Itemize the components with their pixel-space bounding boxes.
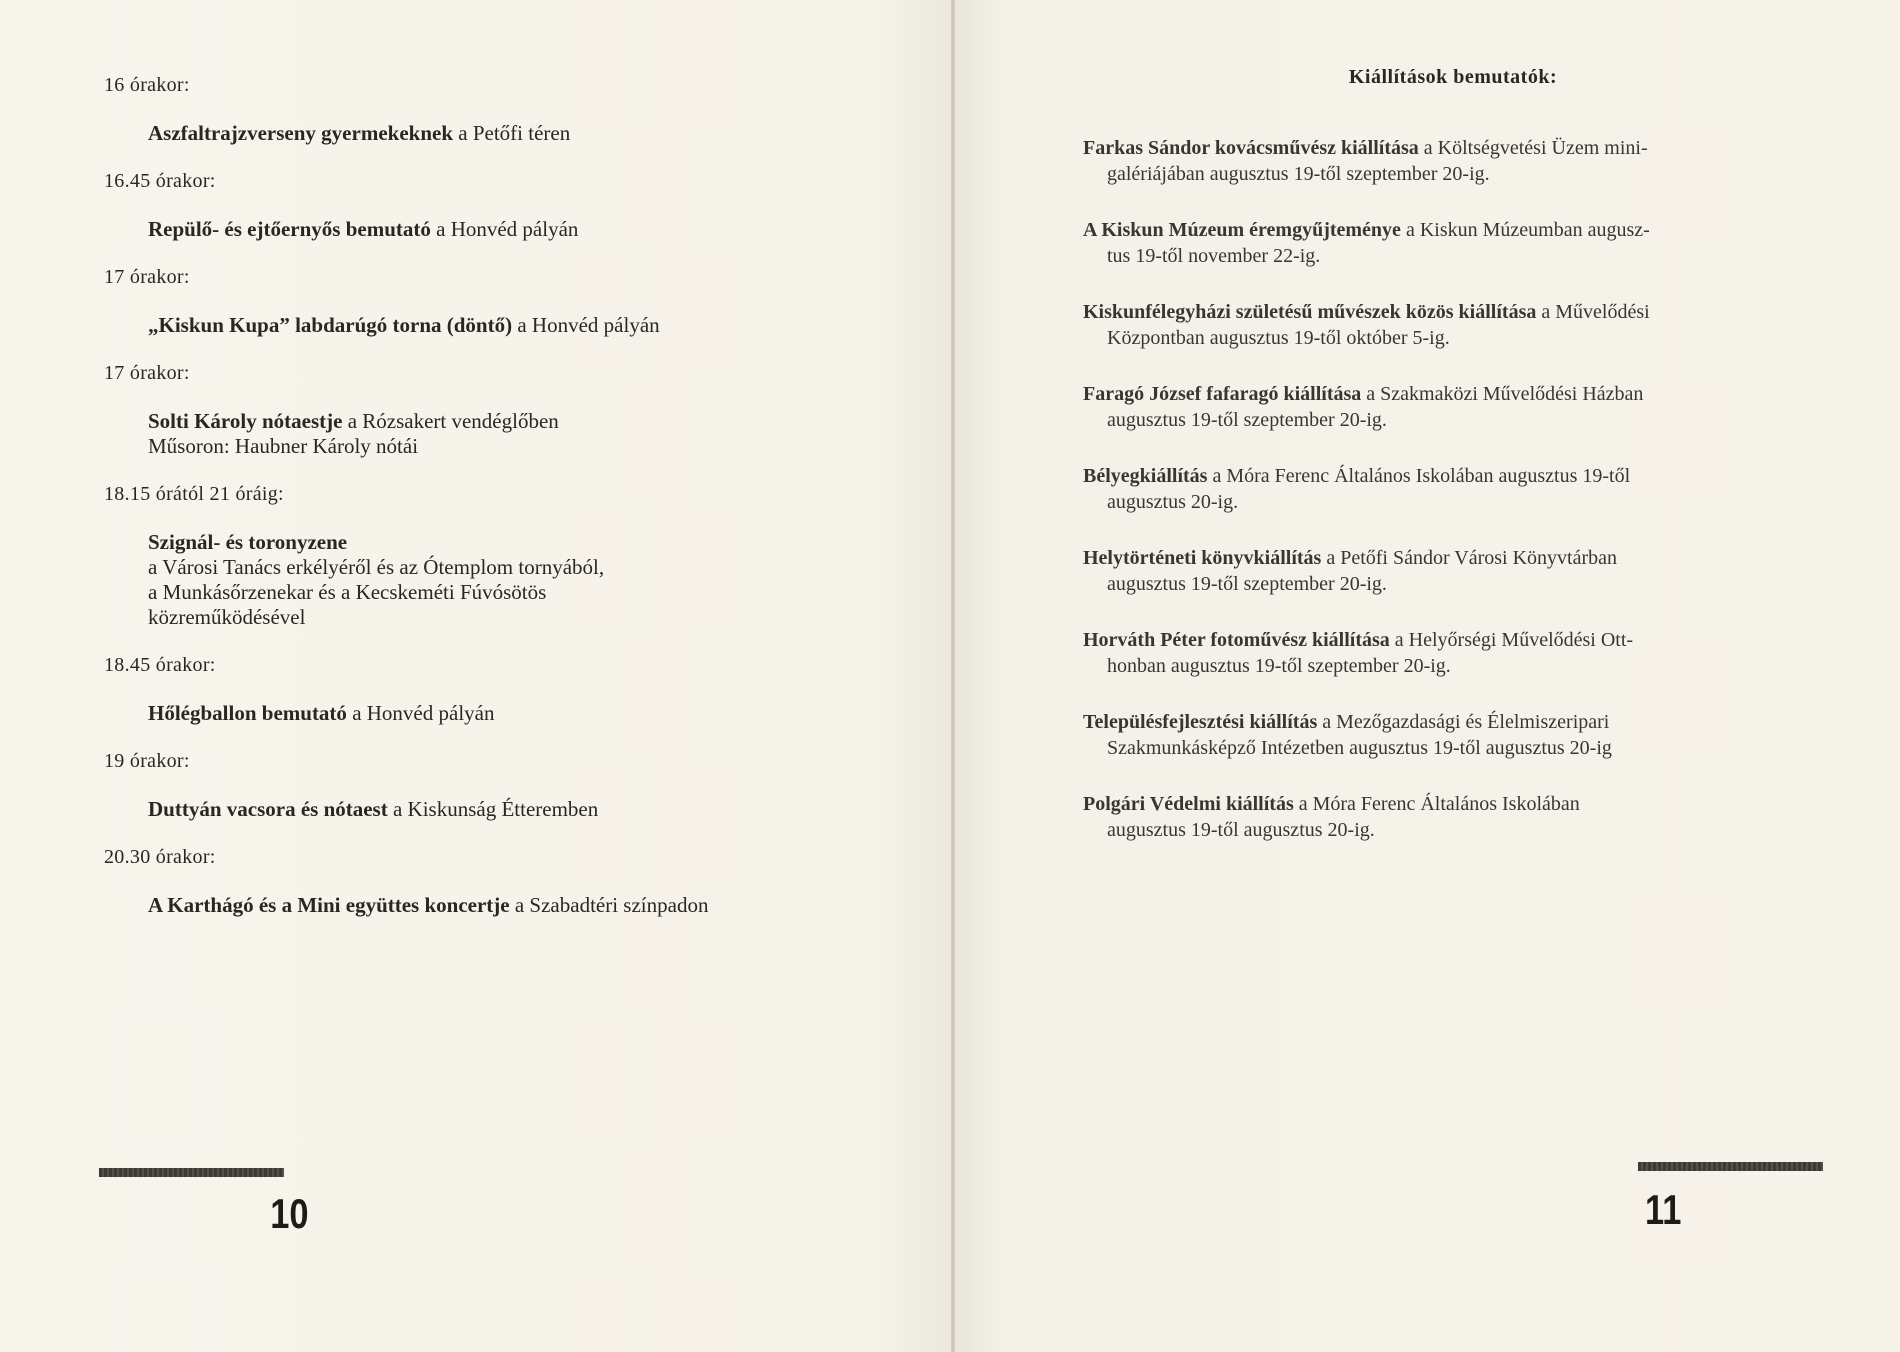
slot-event [148,121,864,146]
exhibition-name: Bélyegkiállítás [1083,465,1208,487]
exhibition-name: Településfejlesztési kiállítás [1083,711,1318,733]
schedule-slot [104,266,864,338]
event-line [148,409,864,434]
exhibition-line-1 [1083,299,1823,325]
slot-event [148,313,864,338]
footer-rule-left [99,1168,284,1177]
schedule-slot [104,483,864,630]
slot-event [148,530,864,630]
slot-time: 16.45 órakor: [104,170,216,192]
exhibition-venue: a Móra Ferenc Általános Iskolában augusztus 19-től [1207,465,1631,487]
slot-time: 18.45 órakor: [104,654,216,676]
event-line [148,580,864,605]
event-line [148,530,864,555]
exhibition-item [1083,463,1823,515]
exhibition-name: Helytörténeti könyvkiállítás [1083,547,1322,569]
exhibition-venue: a Szakmaközi Művelődési Házban [1361,383,1644,405]
exhibition-item [1083,709,1823,761]
event-detail: a Városi Tanács erkélyéről és az Ótemplom tornyából, [148,555,605,579]
event-line [148,121,864,146]
exhibition-venue: a Költségvetési Üzem mini- [1418,137,1648,159]
event-line [148,701,864,726]
page-number-right: 11 [1644,1186,1682,1233]
event-line [148,217,864,242]
exhibition-name: Horváth Péter fotoművész kiállítása [1083,629,1390,651]
event-name: Repülő- és ejtőernyős bemutató [148,217,431,241]
event-line [148,313,864,338]
exhibition-line-1 [1083,463,1823,489]
event-schedule [104,74,864,942]
exhibition-line-1 [1083,135,1823,161]
slot-event [148,409,864,459]
exhibition-line-1 [1083,545,1823,571]
exhibition-venue: a Helyőrségi Művelődési Ott- [1389,629,1634,651]
event-name: A Karthágó és a Mini együttes koncertje [148,893,510,917]
center-fold [951,0,955,1352]
exhibition-dates: Szakmunkásképző Intézetben augusztus 19-től augusztus 20-ig [1107,737,1612,759]
event-detail: a Honvéd pályán [346,701,495,725]
schedule-slot [104,74,864,146]
event-line [148,893,864,918]
exhibition-line-1 [1083,791,1823,817]
event-name: Aszfaltrajzverseny gyermekeknek [148,121,453,145]
event-name: „Kiskun Kupa” labdarúgó torna (döntő) [148,313,513,337]
event-name: Szignál- és toronyzene [148,530,348,554]
exhibitions-title: Kiállítások bemutatók: [1348,66,1558,88]
event-detail: a Munkásőrzenekar és a Kecskeméti Fúvósötös [148,580,547,604]
exhibition-dates: galériájában augusztus 19-től szeptember 20-ig. [1107,163,1490,185]
footer-rule-right [1638,1162,1823,1171]
schedule-slot [104,654,864,726]
exhibition-dates: augusztus 19-től augusztus 20-ig. [1107,819,1375,841]
exhibition-name: A Kiskun Múzeum éremgyűjteménye [1083,219,1401,241]
event-line [148,555,864,580]
event-name: Duttyán vacsora és nótaest [148,797,388,821]
exhibition-name: Farkas Sándor kovácsművész kiállítása [1083,137,1419,159]
exhibition-venue: a Petőfi Sándor Városi Könyvtárban [1321,547,1618,569]
slot-event [148,797,864,822]
slot-time: 16 órakor: [104,74,190,96]
exhibition-item [1083,299,1823,351]
schedule-slot [104,846,864,918]
event-detail: Műsoron: Haubner Károly nótái [148,434,419,458]
exhibition-dates: tus 19-től november 22-ig. [1107,245,1321,267]
exhibition-line-1 [1083,217,1823,243]
event-detail: a Rózsakert vendéglőben [342,409,559,433]
exhibition-venue: a Móra Ferenc Általános Iskolában [1293,793,1580,815]
event-detail: a Szabadtéri színpadon [509,893,709,917]
right-page [953,0,1900,1352]
exhibition-item [1083,217,1823,269]
exhibition-name: Faragó József fafaragó kiállítása [1083,383,1362,405]
schedule-slot [104,170,864,242]
event-detail: a Honvéd pályán [512,313,660,337]
event-detail: a Kiskunság Étteremben [387,797,599,821]
event-detail: a Petőfi téren [453,121,571,145]
exhibition-item [1083,791,1823,843]
exhibition-venue: a Kiskun Múzeumban augusz- [1400,219,1650,241]
exhibition-list [1083,135,1823,843]
event-line [148,605,864,630]
event-name: Hőlégballon bemutató [148,701,347,725]
slot-time: 18.15 órától 21 óráig: [104,483,284,505]
exhibition-dates: Központban augusztus 19-től október 5-ig. [1107,327,1450,349]
exhibition-item [1083,627,1823,679]
exhibition-item [1083,545,1823,597]
page-number-left: 10 [270,1190,309,1237]
slot-time: 19 órakor: [104,750,190,772]
exhibitions-section [1083,66,1823,873]
exhibition-item [1083,135,1823,187]
exhibition-item [1083,381,1823,433]
exhibition-line-1 [1083,627,1823,653]
event-name: Solti Károly nótaestje [148,409,343,433]
slot-time: 17 órakor: [104,266,190,288]
slot-time: 20.30 órakor: [104,846,216,868]
schedule-slot [104,362,864,459]
exhibition-name: Polgári Védelmi kiállítás [1083,793,1294,815]
exhibition-dates: augusztus 19-től szeptember 20-ig. [1107,409,1387,431]
exhibition-line-1 [1083,381,1823,407]
event-line [148,434,864,459]
event-line [148,797,864,822]
exhibition-line-1 [1083,709,1823,735]
slot-event [148,893,864,918]
event-detail: közreműködésével [148,605,306,629]
exhibition-name: Kiskunfélegyházi születésű művészek közös kiállítása [1083,301,1537,323]
slot-event [148,701,864,726]
exhibition-venue: a Művelődési [1536,301,1650,323]
exhibition-dates: augusztus 19-től szeptember 20-ig. [1107,573,1387,595]
exhibition-venue: a Mezőgazdasági és Élelmiszeripari [1317,711,1610,733]
event-detail: a Honvéd pályán [430,217,579,241]
slot-time: 17 órakor: [104,362,190,384]
exhibition-dates: augusztus 20-ig. [1107,491,1239,513]
exhibition-dates: honban augusztus 19-től szeptember 20-ig. [1107,655,1451,677]
schedule-slot [104,750,864,822]
slot-event [148,217,864,242]
